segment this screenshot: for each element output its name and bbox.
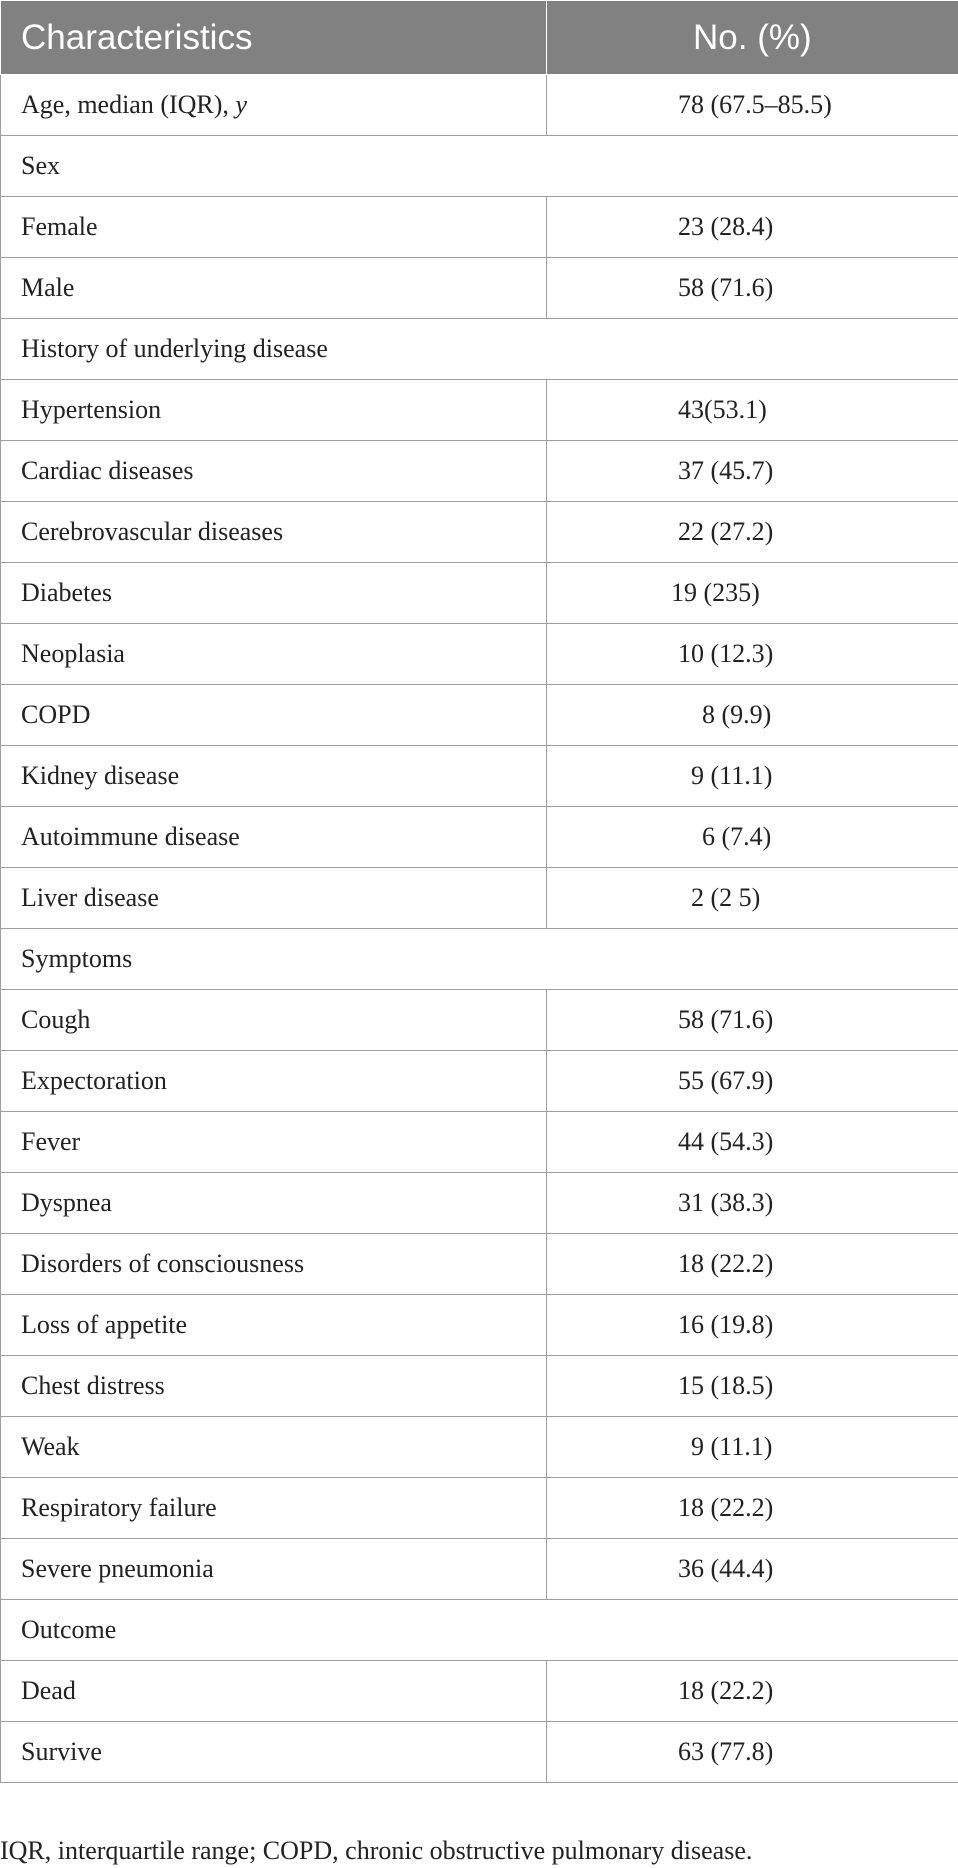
table-row (1, 502, 958, 563)
table-row (1, 1173, 958, 1234)
row-value: 10 (12.3) (547, 624, 958, 685)
row-label: Fever (1, 1112, 547, 1173)
row-label: Male (1, 258, 547, 319)
row-value: 63 (77.8) (547, 1722, 958, 1783)
row-label: Weak (1, 1417, 547, 1478)
row-value: 55 (67.9) (547, 1051, 958, 1112)
row-value: 18 (22.2) (547, 1234, 958, 1295)
section-row (1, 136, 958, 197)
table-row (1, 1417, 958, 1478)
table-row (1, 746, 958, 807)
table-row (1, 807, 958, 868)
row-value: 6 (7.4) (547, 807, 958, 868)
row-value: 37 (45.7) (547, 441, 958, 502)
table-row (1, 380, 958, 441)
row-label: Cardiac diseases (1, 441, 547, 502)
row-label: Hypertension (1, 380, 547, 441)
row-label: Liver disease (1, 868, 547, 929)
section-label: Sex (1, 136, 958, 197)
table-row (1, 197, 958, 258)
row-label: Kidney disease (1, 746, 547, 807)
table-row (1, 990, 958, 1051)
row-label: Dead (1, 1661, 547, 1722)
row-value: 43(53.1) (547, 380, 958, 441)
row-value: 8 (9.9) (547, 685, 958, 746)
table-row (1, 1478, 958, 1539)
table-body (1, 75, 958, 1783)
row-label: Dyspnea (1, 1173, 547, 1234)
table-row (1, 1051, 958, 1112)
table-row (1, 258, 958, 319)
row-value: 19 (235) (547, 563, 958, 624)
row-label: Diabetes (1, 563, 547, 624)
row-value: 18 (22.2) (547, 1478, 958, 1539)
table-row (1, 1234, 958, 1295)
header-characteristics: Characteristics (1, 1, 547, 75)
row-label: Loss of appetite (1, 1295, 547, 1356)
table-footnote: IQR, interquartile range; COPD, chronic obstructive pulmonary disease. (0, 1836, 753, 1865)
row-value: 9 (11.1) (547, 746, 958, 807)
row-label: Expectoration (1, 1051, 547, 1112)
table-row (1, 1295, 958, 1356)
table-row (1, 1661, 958, 1722)
row-label: Disorders of consciousness (1, 1234, 547, 1295)
section-label: Outcome (1, 1600, 958, 1661)
section-row (1, 319, 958, 380)
section-label: History of underlying disease (1, 319, 958, 380)
row-value: 23 (28.4) (547, 197, 958, 258)
table-row (1, 1112, 958, 1173)
table-row (1, 1539, 958, 1600)
row-label: COPD (1, 685, 547, 746)
table-row (1, 563, 958, 624)
table-row (1, 624, 958, 685)
row-label: Chest distress (1, 1356, 547, 1417)
row-label: Autoimmune disease (1, 807, 547, 868)
table-row (1, 685, 958, 746)
row-value: 2 (2 5) (547, 868, 958, 929)
row-value: 22 (27.2) (547, 502, 958, 563)
header-count-percent: No. (%) (547, 1, 958, 75)
row-label: Female (1, 197, 547, 258)
row-label: Severe pneumonia (1, 1539, 547, 1600)
table-row (1, 441, 958, 502)
row-value: 31 (38.3) (547, 1173, 958, 1234)
row-label: Cough (1, 990, 547, 1051)
row-label: Survive (1, 1722, 547, 1783)
section-label: Symptoms (1, 929, 958, 990)
row-value: 58 (71.6) (547, 990, 958, 1051)
row-value: 18 (22.2) (547, 1661, 958, 1722)
row-value: 9 (11.1) (547, 1417, 958, 1478)
section-row (1, 1600, 958, 1661)
row-value: 58 (71.6) (547, 258, 958, 319)
table-row (1, 1722, 958, 1783)
row-label: Cerebrovascular diseases (1, 502, 547, 563)
row-value: 16 (19.8) (547, 1295, 958, 1356)
row-value: 15 (18.5) (547, 1356, 958, 1417)
table-row (1, 1356, 958, 1417)
header-row (1, 1, 958, 75)
row-label: Neoplasia (1, 624, 547, 685)
section-row (1, 929, 958, 990)
row-value: 78 (67.5–85.5) (547, 75, 958, 136)
row-label: Age, median (IQR), y (1, 75, 547, 136)
row-value: 36 (44.4) (547, 1539, 958, 1600)
table-row (1, 868, 958, 929)
row-label: Respiratory failure (1, 1478, 547, 1539)
table-header (1, 1, 958, 75)
table-row (1, 75, 958, 136)
row-value: 44 (54.3) (547, 1112, 958, 1173)
